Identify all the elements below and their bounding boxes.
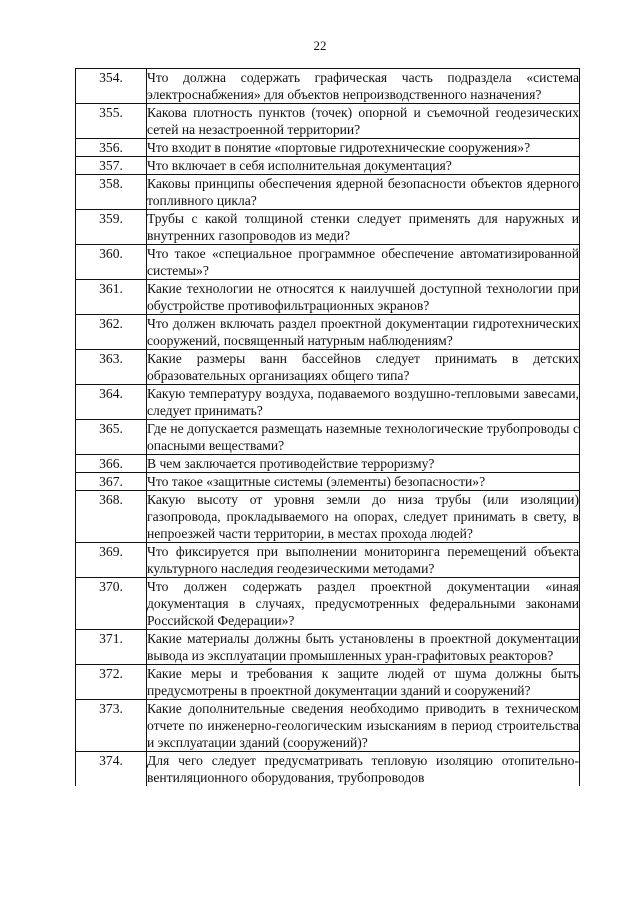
question-text: Какую температуру воздуха, подаваемого воздушно-тепловыми завесами, следует принимать? xyxy=(147,386,579,418)
table-row xyxy=(76,245,580,280)
question-number: 369. xyxy=(76,543,147,578)
question-text: Какие материалы должны быть установлены в проектной документации вывода из эксплуатации промышленных уран-графитовых реакторов? xyxy=(147,631,579,663)
table-row xyxy=(76,752,580,787)
table-row xyxy=(76,491,580,543)
question-number: 359. xyxy=(76,210,147,245)
question-text: Какие меры и требования к защите людей от шума должны быть предусмотрены в проектной документации зданий и сооружений? xyxy=(147,666,579,698)
question-number: 374. xyxy=(76,752,147,787)
question-text: Что входит в понятие «портовые гидротехнические сооружения»? xyxy=(147,139,580,157)
question-number: 357. xyxy=(76,157,147,175)
question-number: 361. xyxy=(76,280,147,315)
question-text: В чем заключается противодействие терроризму? xyxy=(147,455,580,473)
table-row xyxy=(76,455,580,473)
table-row xyxy=(76,157,580,175)
question-number: 362. xyxy=(76,315,147,350)
table-row xyxy=(76,630,580,665)
table-row xyxy=(76,420,580,455)
question-number: 368. xyxy=(76,491,147,543)
table-row xyxy=(76,665,580,700)
question-number: 358. xyxy=(76,175,147,210)
question-text: Что должен содержать раздел проектной документации «иная документация в случаях, предусмотренных федеральными законами Российской Федерации»? xyxy=(147,579,579,628)
question-text: Что включает в себя исполнительная документация? xyxy=(147,157,580,175)
question-text: Какова плотность пунктов (точек) опорной и съемочной геодезических сетей на незастроенной территории? xyxy=(147,105,579,137)
table-row xyxy=(76,543,580,578)
table-row xyxy=(76,385,580,420)
question-text: Какие технологии не относятся к наилучшей доступной технологии при обустройстве противофильтрационных экранов? xyxy=(147,281,579,313)
table-row xyxy=(76,69,580,104)
question-text: Для чего следует предусматривать тепловую изоляцию отопительно-вентиляционного оборудования, трубопроводов xyxy=(147,753,579,785)
question-text: Какие размеры ванн бассейнов следует принимать в детских образовательных организациях общего типа? xyxy=(147,351,579,383)
page-number: 22 xyxy=(313,38,327,53)
table-row xyxy=(76,473,580,491)
question-text: Где не допускается размещать наземные технологические трубопроводы с опасными веществами? xyxy=(147,421,579,453)
question-number: 370. xyxy=(76,578,147,630)
question-text: Какую высоту от уровня земли до низа трубы (или изоляции) газопровода, прокладываемого на опорах, следует принимать в свету, в непроезжей части территории, в местах прохода людей? xyxy=(147,492,579,541)
table-row xyxy=(76,578,580,630)
question-text: Что такое «защитные системы (элементы) безопасности»? xyxy=(147,473,580,491)
question-number: 373. xyxy=(76,700,147,752)
question-text: Что должен включать раздел проектной документации гидротехнических сооружений, посвященный натурным наблюдениям? xyxy=(147,316,579,348)
question-number: 367. xyxy=(76,473,147,491)
table-row xyxy=(76,700,580,752)
table-row xyxy=(76,315,580,350)
table-row xyxy=(76,280,580,315)
question-text: Что фиксируется при выполнении мониторинга перемещений объекта культурного наследия геодезическими методами? xyxy=(147,544,579,576)
question-number: 360. xyxy=(76,245,147,280)
question-text: Трубы с какой толщиной стенки следует применять для наружных и внутренних газопроводов из меди? xyxy=(147,211,579,243)
question-number: 363. xyxy=(76,350,147,385)
question-number: 372. xyxy=(76,665,147,700)
question-number: 355. xyxy=(76,104,147,139)
question-text: Какие дополнительные сведения необходимо приводить в техническом отчете по инженерно-геологическим изысканиям в период строительства и эксплуатации зданий (сооружений)? xyxy=(147,701,579,750)
table-row xyxy=(76,210,580,245)
table-row xyxy=(76,104,580,139)
question-number: 354. xyxy=(76,69,147,104)
question-number: 364. xyxy=(76,385,147,420)
question-number: 365. xyxy=(76,420,147,455)
question-number: 371. xyxy=(76,630,147,665)
table-row xyxy=(76,350,580,385)
questions-table xyxy=(75,68,580,786)
question-number: 356. xyxy=(76,139,147,157)
question-number: 366. xyxy=(76,455,147,473)
question-text: Что такое «специальное программное обеспечение автоматизированной системы»? xyxy=(147,246,579,278)
table-row xyxy=(76,175,580,210)
question-text: Каковы принципы обеспечения ядерной безопасности объектов ядерного топливного цикла? xyxy=(147,176,579,208)
question-text: Что должна содержать графическая часть подраздела «система электроснабжения» для объектов непроизводственного назначения? xyxy=(147,70,579,102)
table-row xyxy=(76,139,580,157)
